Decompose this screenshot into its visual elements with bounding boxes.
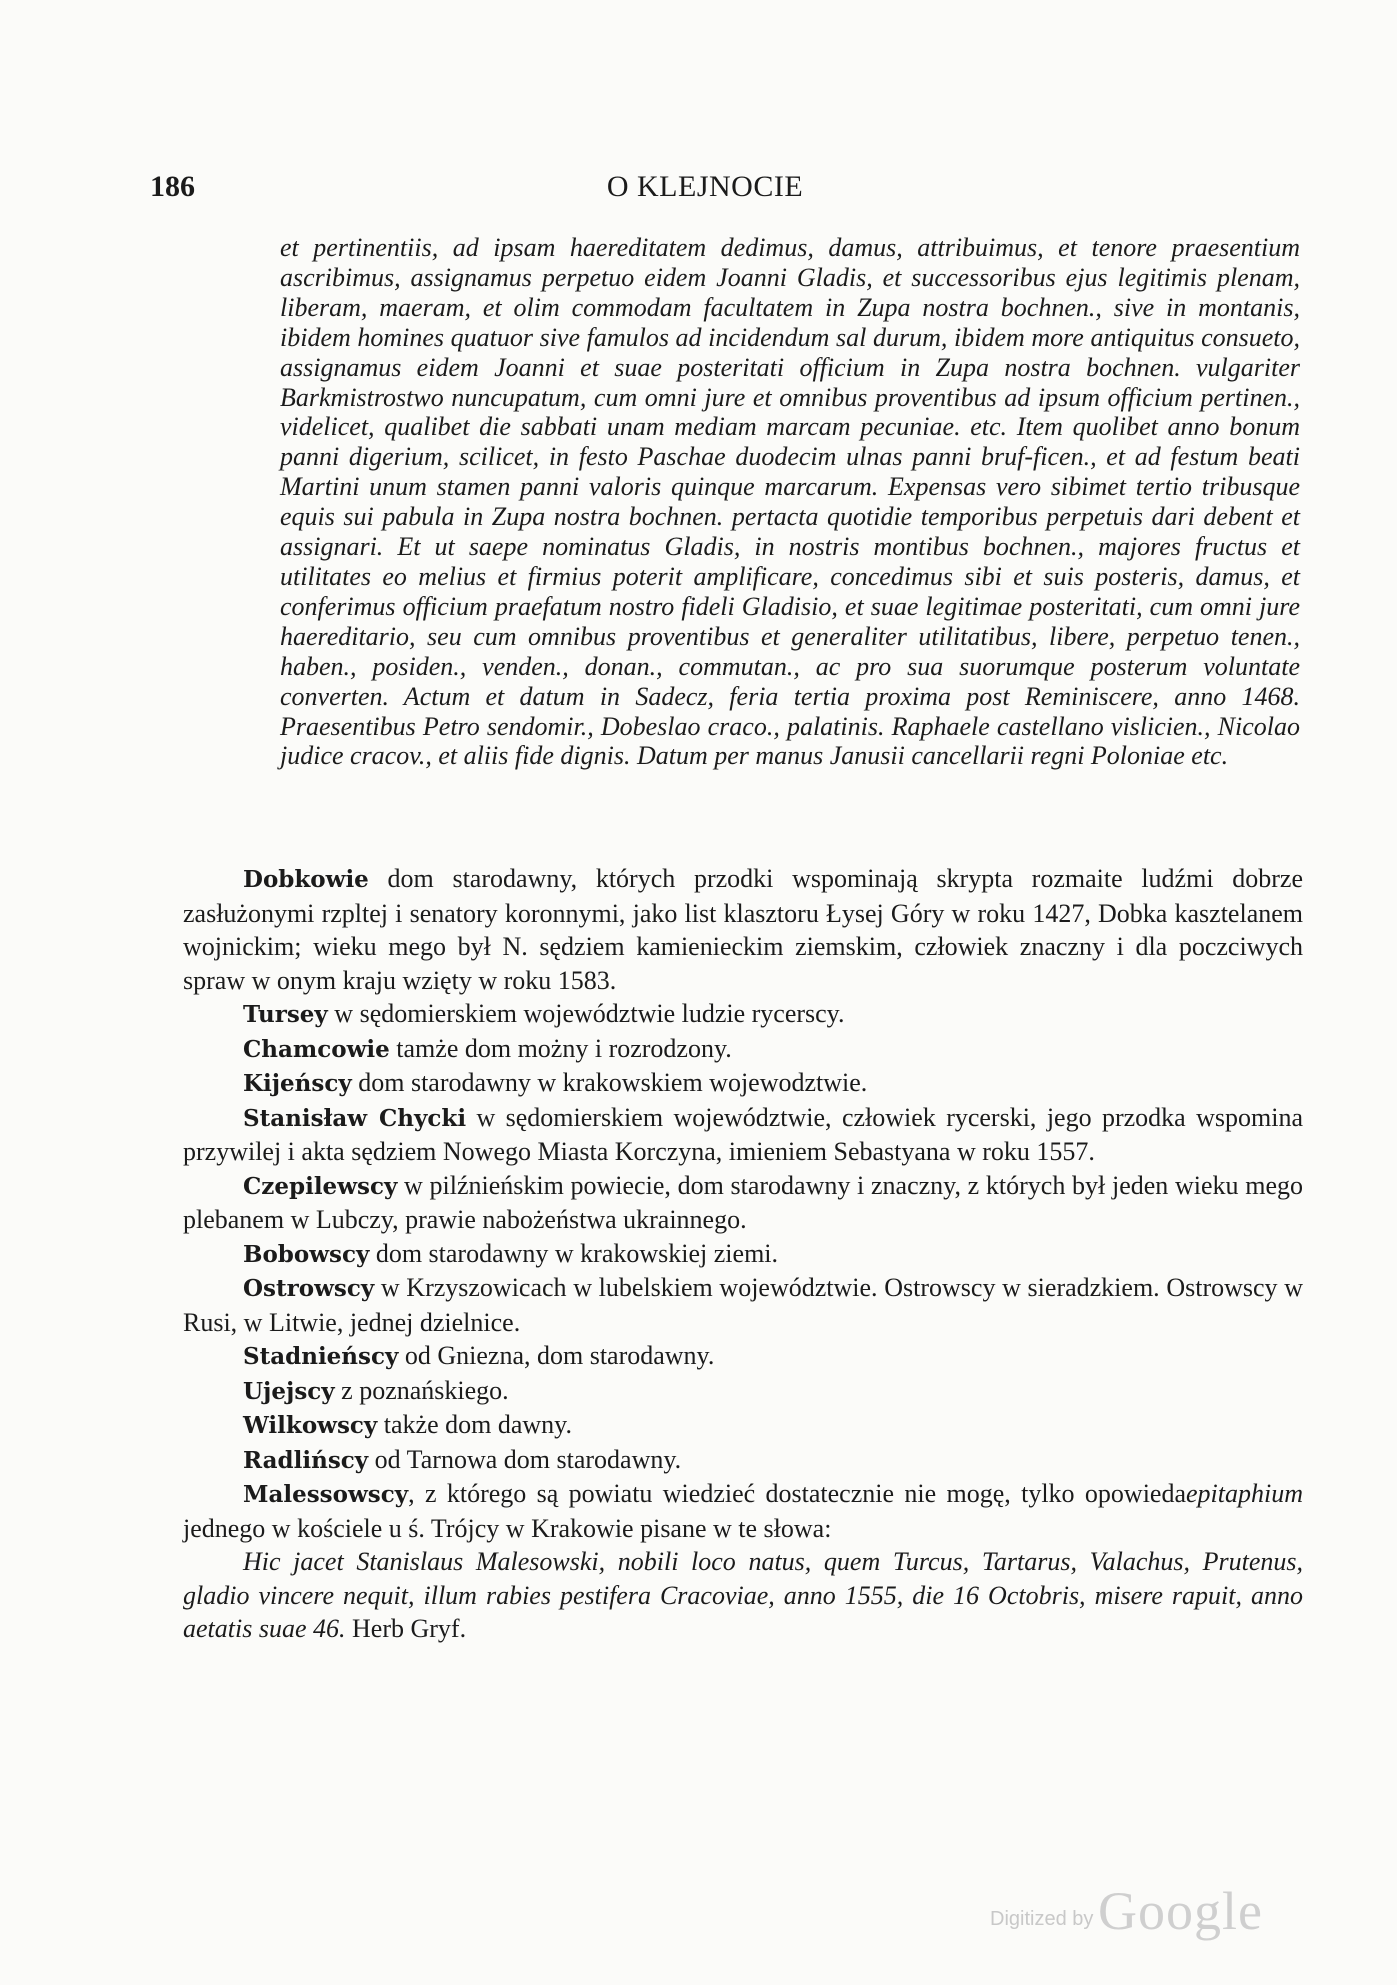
entry-chamcowie (183, 1032, 1303, 1067)
watermark-logo: Google (1098, 1881, 1263, 1941)
entry-radlinscy (183, 1443, 1303, 1478)
entry-text: od Gniezna, dom starodawny. (398, 1341, 715, 1370)
entry-name: Kijeńscy (243, 1070, 352, 1097)
entry-text: w Krzyszowicach w lubelskiem województwie. Ostrowscy w sieradzkiem. Ostrowscy w Rusi, w Litwie, jednej dzielnice. (183, 1273, 1303, 1337)
page-header (150, 170, 1260, 210)
entry-text: w sędomierskiem województwie ludzie rycerscy. (327, 999, 845, 1028)
page-number: 186 (150, 170, 195, 203)
entry-text: dom starodawny, których przodki wspominają skrypta rozmaite ludźmi dobrze zasłużonymi rzpltej i senatory koronnymi, jako list klasztoru Łysej Góry w roku 1427, Dobka kasztelanem wojnickim; wieku mego był N. sędziem kamienieckim ziemskim, człowiek znaczny i dla poczciwych spraw w onym kraju wzięty w roku 1583. (183, 864, 1303, 995)
epitaph-quote (183, 1545, 1303, 1646)
entry-name: Czepilewscy (243, 1172, 398, 1200)
entry-name: Dobkowie (243, 866, 369, 893)
entry-chycki (183, 1101, 1303, 1169)
entry-czepilewscy (183, 1169, 1303, 1237)
entry-name: Bobowscy (243, 1240, 370, 1268)
running-title: O KLEJNOCIE (606, 170, 804, 203)
digitized-watermark (990, 1880, 1320, 1940)
entry-bobowscy (183, 1237, 1303, 1272)
entry-ujejscy (183, 1374, 1303, 1409)
entry-ostrowscy (183, 1271, 1303, 1339)
entry-text-continued: jednego w kościele u ś. Trójcy w Krakowie pisane w te słowa: (183, 1513, 832, 1543)
entry-stadnienscy (183, 1339, 1303, 1374)
watermark-small: Digitized by (990, 1908, 1094, 1930)
entry-name: Stanisław Chycki (243, 1104, 467, 1132)
entry-dobkowie (183, 862, 1303, 997)
entry-text: w sędomierskiem województwie, człowiek rycerski, jego przodka wspomina przywilej i akta sędziem Nowego Miasta Korczyna, imieniem Sebastyana w roku 1557. (183, 1102, 1303, 1166)
entry-text: dom starodawny w krakowskiem wojewodztwie. (351, 1068, 868, 1097)
entry-text: także dom dawny. (377, 1410, 572, 1439)
entry-text: tamże dom możny i rozrodzony. (389, 1033, 732, 1063)
entry-text: z poznańskiego. (334, 1375, 509, 1405)
latin-charter-text (280, 233, 1300, 771)
entry-text: dom starodawny w krakowskiej ziemi. (369, 1238, 779, 1268)
entry-name: Malessowscy (243, 1481, 409, 1508)
entry-name: Ostrowscy (243, 1275, 375, 1302)
entry-name: Tursey (243, 1001, 328, 1028)
entry-tursey (183, 997, 1303, 1032)
entry-text: od Tarnowa dom starodawny. (368, 1444, 682, 1474)
epitaph-text: Hic jacet Stanislaus Malesowski, nobili loco natus, quem Turcus, Tartarus, Valachus, Prutenus, gladio vincere nequit, illum rabies pestifera Cracoviae, anno 1555, die 16 Octobris, misere rapuit, anno aetatis suae 46. (183, 1547, 1303, 1643)
entry-name: Wilkowscy (243, 1412, 378, 1439)
entry-wilkowscy (183, 1408, 1303, 1443)
entry-name: Ujejscy (243, 1377, 335, 1405)
entry-text: w pilźnieńskim powiecie, dom starodawny i znaczny, z których był jeden wieku mego plebanem w Lubczy, prawie nabożeństwa ukrainnego. (183, 1170, 1303, 1234)
entry-malessowscy (183, 1477, 1303, 1545)
entry-name: Stadnieńscy (243, 1343, 399, 1370)
entry-emphasis: epitaphium (1186, 1479, 1303, 1508)
entry-name: Radlińscy (243, 1446, 369, 1474)
entry-text: , z którego są powiatu wiedzieć dostatecznie nie mogę, tylko opowieda (408, 1479, 1186, 1508)
entry-name: Chamcowie (243, 1035, 390, 1063)
entry-kijenscy (183, 1066, 1303, 1101)
latin-paragraph: et pertinentiis, ad ipsam haereditatem dedimus, damus, attribuimus, et tenore praesentium ascribimus, assignamus perpetuo eidem Joanni Gladis, et successoribus ejus legitimis plenam, liberam, maeram, et olim commodam facultatem in Zupa nostra bochnen., sive in montanis, ibidem homines quatuor sive famulos ad incidendum sal durum, ibidem more antiquitus consueto, assignamus eidem Joanni et suae posteritati officium in Zupa nostra bochnen. vulgariter Barkmistrostwo nuncupatum, cum omni jure et omnibus proventibus ad ipsum officium pertinen., videlicet, qualibet die sabbati unam mediam marcam pecuniae. etc. Item quolibet anno bonum panni digerium, scilicet, in festo Paschae duodecim ulnas panni bruf-ficen., et ad festum beati Martini unum stamen panni valoris quinque marcarum. Expensas vero sibimet tertio tribusque equis sui pabula in Zupa nostra bochnen. pertacta quotidie temporibus perpetuis dari debent et assignari. Et ut saepe nominatus Gladis, in nostris montibus bochnen., majores fructus et utilitates eo melius et firmius poterit amplificare, concedimus sibi et suis posteris, damus, et conferimus officium praefatum nostro fideli Gladisio, et suae legitimae posteritati, cum omni jure haereditario, seu cum omnibus proventibus et generaliter utilitatibus, libere, perpetuo tenen., haben., posiden., venden., donan., commutan., ac pro sua suorumque posterum voluntate converten. Actum et datum in Sadecz, feria tertia proxima post Reminiscere, anno 1468. Praesentibus Petro sendomir., Dobeslao craco., palatinis. Raphaele castellano vislicien., Nicolao judice cracov., et aliis fide dignis. Datum per manus Janusii cancellarii regni Poloniae etc. (280, 233, 1300, 771)
coat-of-arms-note: Herb Gryf. (345, 1614, 467, 1643)
family-entries (183, 862, 1303, 1646)
